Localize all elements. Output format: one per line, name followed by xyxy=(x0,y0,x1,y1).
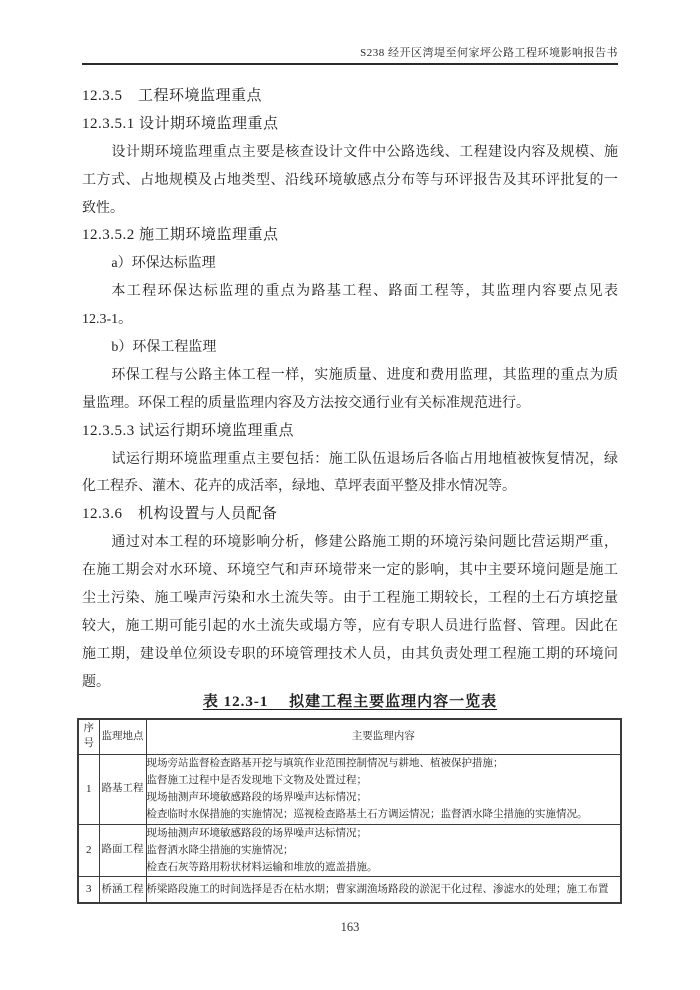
body-line: 题。 xyxy=(82,674,110,690)
row-content xyxy=(146,754,621,824)
row-no: 1 xyxy=(78,754,99,824)
page-number: 163 xyxy=(340,920,360,934)
body-line: 量监理。环保工程的质量监理内容及方法按交通行业有关标准规范进行。 xyxy=(82,395,530,411)
table-row xyxy=(78,876,621,903)
body-line: 12.3-1。 xyxy=(82,312,133,328)
row-no: 3 xyxy=(78,876,99,903)
row-place: 桥涵工程 xyxy=(99,876,146,903)
running-header-title: S238 经开区湾堤至何家坪公路工程环境影响报告书 xyxy=(360,47,618,59)
table-row xyxy=(78,824,621,876)
content-line: 监督施工过程中是否发现地下文物及处置过程； xyxy=(146,775,367,786)
content-line: 现场旁站监督检查路基开挖与填筑作业范围控制情况与耕地、植被保护措施； xyxy=(146,758,504,769)
row-place: 路面工程 xyxy=(99,824,146,876)
body-line: 本工程环保达标监理的重点为路基工程、路面工程等，其监理内容要点见表 xyxy=(111,284,618,300)
content-line: 桥梁路段施工的时间选择是否在枯水期；曹家湖渔场路段的淤泥干化过程、渗滤水的处理；施工布置 xyxy=(146,883,609,895)
body-line: 尘土污染、施工噪声污染和水土流失等。由于工程施工期较长，工程的土石方填挖量 xyxy=(82,591,618,607)
body-line: 试运行期环境监理重点主要包括：施工队伍退场后各临占用地植被恢复情况，绿 xyxy=(111,451,618,467)
content-line: 现场抽测声环境敏感路段的场界噪声达标情况； xyxy=(146,792,367,803)
table-header-row xyxy=(78,719,621,754)
col-header-place: 监理地点 xyxy=(99,719,146,754)
body-line: 环保工程与公路主体工程一样，实施质量、进度和费用监理，其监理的重点为质 xyxy=(111,367,618,383)
body-line: 施工期，建设单位须设专职的环境管理技术人员，由其负责处理工程施工期的环境问 xyxy=(82,646,618,662)
col-header-no: 序号 xyxy=(78,719,99,754)
table-caption-text: 表 12.3-1 拟建工程主要监理内容一览表 xyxy=(202,694,498,710)
table-row xyxy=(78,754,621,824)
body-line: 致性。 xyxy=(82,200,124,216)
monitoring-content-table xyxy=(77,718,622,904)
content-line: 现场抽测声环境敏感路段的场界噪声达标情况； xyxy=(146,827,367,839)
header-rule xyxy=(82,63,618,65)
row-content xyxy=(146,876,621,903)
content-line: 监督洒水降尘措施的实施情况； xyxy=(146,844,294,856)
table-caption xyxy=(0,690,700,711)
body-line: 化工程乔、灌木、花卉的成活率，绿地、草坪表面平整及排水情况等。 xyxy=(82,479,516,495)
row-content xyxy=(146,824,621,876)
body-line: 工方式、占地规模及占地类型、沿线环境敏感点分布等与环评报告及其环评批复的一 xyxy=(82,172,618,188)
body-line: b）环保工程监理 xyxy=(111,340,217,356)
section-heading-12-3-5-3: 12.3.5.3 试运行期环境监理重点 xyxy=(82,422,295,439)
body-line: 在施工期会对水环境、环境空气和声环境带来一定的影响，其中主要环境问题是施工 xyxy=(82,563,618,579)
section-heading-12-3-6: 12.3.6 机构设置与人员配备 xyxy=(82,506,278,523)
body-line: 较大，施工期可能引起的水土流失或塌方等，应有专职人员进行监督、管理。因此在 xyxy=(82,618,618,634)
body-line: 设计期环境监理重点主要是核查设计文件中公路选线、工程建设内容及规模、施 xyxy=(111,144,618,160)
body-text xyxy=(82,83,618,697)
section-heading-12-3-5-2: 12.3.5.2 施工期环境监理重点 xyxy=(82,227,279,244)
body-line: 通过对本工程的环境影响分析，修建公路施工期的环境污染问题比营运期严重， xyxy=(111,535,618,551)
content-line: 检查临时水保措施的实施情况；巡视检查路基土石方调运情况；监督洒水降尘措施的实施情况。 xyxy=(146,809,588,820)
section-heading-12-3-5: 12.3.5 工程环境监理重点 xyxy=(82,88,263,104)
row-place: 路基工程 xyxy=(99,754,146,824)
section-heading-12-3-5-1: 12.3.5.1 设计期环境监理重点 xyxy=(82,115,279,132)
content-line: 检查石灰等路用粉状材料运输和堆放的遮盖措施。 xyxy=(146,861,378,873)
row-no: 2 xyxy=(78,824,99,876)
col-header-content: 主要监理内容 xyxy=(146,719,621,754)
body-line: a）环保达标监理 xyxy=(111,256,216,272)
